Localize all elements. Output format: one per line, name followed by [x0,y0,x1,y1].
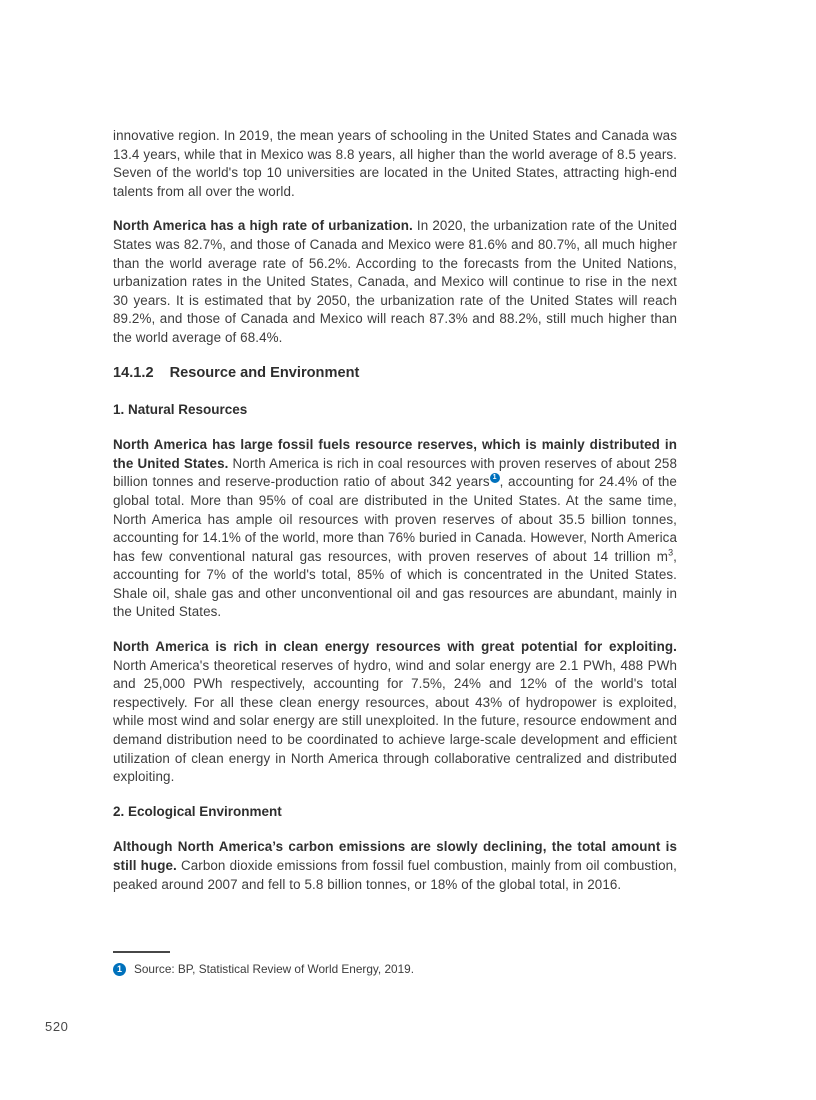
footnote-number-icon: 1 [113,963,126,976]
paragraph-text: innovative region. In 2019, the mean years of schooling in the United States and Canada was 13.4 years, while that in Mexico was 8.8 years, all higher than the world average of 8.5 years. Seven of the world's top 10 universities are located in the United States, attracting high-end talents from all over the world. [113,128,677,199]
paragraph-text: , accounting for 24.4% of the global total. More than 95% of coal are distributed in the United States. At the same time, North America has ample oil resources with proven reserves of about 35.5 billion tonnes, accounting for 14.1% of the world, more than 76% buried in Canada. However, North America has few conventional natural gas resources, with proven reserves of about 14 trillion m [113,474,677,564]
paragraph-text: In 2020, the urbanization rate of the United States was 82.7%, and those of Canada and Mexico were 81.6% and 80.7%, all much higher than the world average rate of 56.2%. According to the forecasts from the United Nations, urbanization rates in the United States, Canada, and Mexico will continue to rise in the next 30 years. It is estimated that by 2050, the urbanization rate of the United States will reach 89.2%, and those of Canada and Mexico will reach 87.3% and 88.2%, still much higher than the world average of 68.4%. [113,218,677,345]
paragraph-lead: North America has a high rate of urbanization. [113,218,413,234]
footnote-divider [113,951,170,953]
footnote-area [113,951,677,977]
footnote-text: Source: BP, Statistical Review of World Energy, 2019. [134,962,414,976]
subheading-natural-resources: 1. Natural Resources [113,401,248,417]
section-title: Resource and Environment [169,364,360,381]
page-number: 520 [45,1019,69,1034]
paragraph-text: Carbon dioxide emissions from fossil fuel combustion, mainly from oil combustion, peaked around 2007 and fell to 5.8 billion tonnes, or 18% of the global total, in 2016. [113,858,677,892]
paragraph-text: North America's theoretical reserves of hydro, wind and solar energy are 2.1 PWh, 488 PWh and 25,000 PWh respectively, accounting for 7.5%, 24% and 12% of the world's total respectively. For all these clean energy resources, about 43% of hydropower is exploited, while most wind and solar energy are still unexploited. In the future, resource endowment and demand distribution need to be coordinated to achieve large-scale development and efficient utilization of clean energy in North America through collaborative centralized and distributed exploiting. [113,657,677,785]
paragraph-urbanization [113,217,677,347]
paragraph-lead: Although North America’s carbon emissions are slowly declining, the total amount is still huge. [113,839,677,873]
paragraph-schooling [113,127,677,201]
paragraph-text: , accounting for 7% of the world's total, 85% of which is concentrated in the United States. Shale oil, shale gas and other unconventional oil and gas resources are abundant, mainly in the United States. [113,548,677,620]
subheading-ecological-environment: 2. Ecological Environment [113,803,282,819]
paragraph-clean-energy [113,638,677,787]
section-number: 14.1.2 [113,364,154,381]
section-heading [113,364,677,383]
footnote-reference-icon: 1 [490,473,500,483]
paragraph-text: North America is rich in coal resources with proven reserves of about 258 billion tonnes and reserve-production ratio of about 342 years [113,455,677,490]
paragraph-lead: North America has large fossil fuels resource reserves, which is mainly distributed in the United States. [113,437,677,471]
cubic-meter-superscript: 3 [668,547,674,558]
paragraph-fossil-fuels [113,436,677,622]
page-body [113,127,677,910]
footnote-item [113,962,677,977]
paragraph-carbon-emissions [113,838,677,894]
paragraph-lead: North America is rich in clean energy resources with great potential for exploiting. [113,639,677,655]
